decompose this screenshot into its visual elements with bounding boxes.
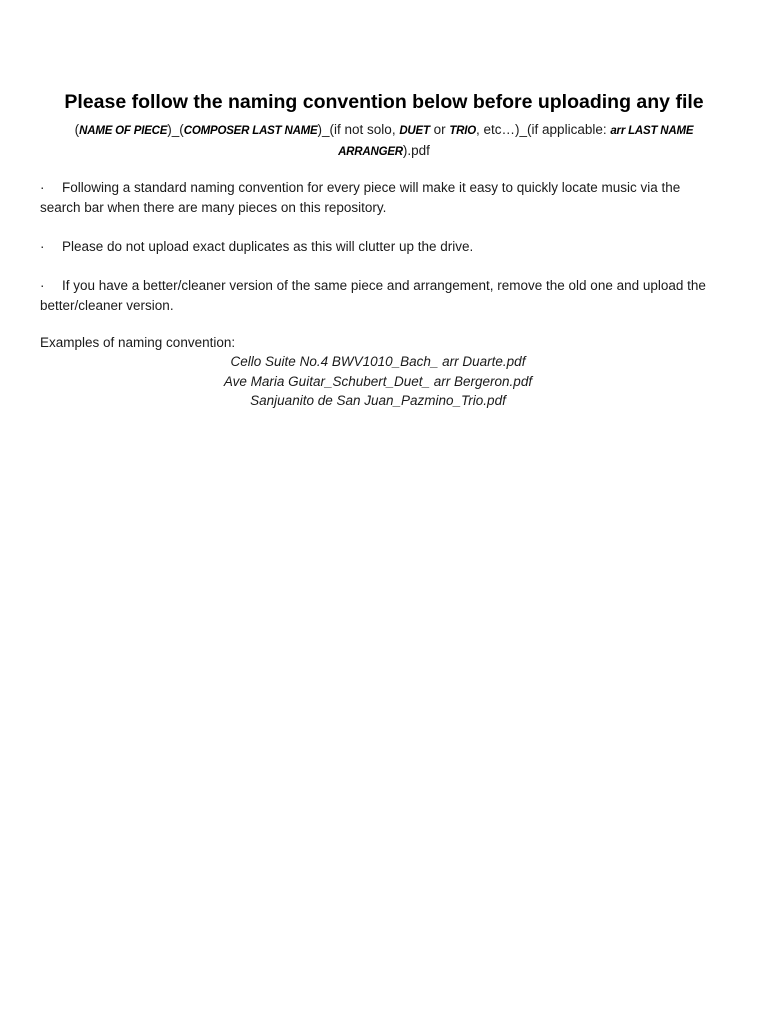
convention-duet: DUET [399,125,430,137]
convention-text: or [429,122,450,137]
list-item-text: If you have a better/cleaner version of the same piece and arrangement, remove the old one and upload the better/cleaner version. [40,278,706,313]
convention-text: )_(if not solo, [317,122,400,137]
list-item-text: Please do not upload exact duplicates as this will clutter up the drive. [62,239,474,254]
convention-name-of-piece: NAME OF PIECE [79,125,168,137]
convention-text: ).pdf [402,143,430,158]
examples-label: Examples of naming convention: [40,335,236,350]
convention-text: )_( [167,122,184,137]
list-item [40,276,710,316]
convention-arr-last-name: arr LAST NAME [610,125,694,137]
examples-list [0,352,756,411]
convention-text: , etc…)_(if applicable: [476,122,611,137]
bullet-icon: · [40,180,45,195]
example-filename: Cello Suite No.4 BWV1010_Bach_ arr Duarte.pdf [230,354,526,369]
convention-text: ( [74,122,80,137]
page-title: Please follow the naming convention below before uploading any file [64,91,704,113]
bullet-icon: · [40,239,45,254]
list-item [40,237,710,257]
convention-arranger: ARRANGER [338,146,403,158]
example-filename: Sanjuanito de San Juan_Pazmino_Trio.pdf [250,393,506,408]
bullet-icon: · [40,278,45,293]
naming-convention-format [60,120,708,162]
convention-trio: TRIO [449,125,477,137]
list-item-text: Following a standard naming convention for every piece will make it easy to quickly locate music via the search bar when there are many pieces on this repository. [40,180,681,215]
guidelines-list [40,178,710,335]
example-filename: Ave Maria Guitar_Schubert_Duet_ arr Bergeron.pdf [223,373,533,389]
list-item [40,178,710,218]
convention-composer-last-name: COMPOSER LAST NAME [183,125,318,137]
